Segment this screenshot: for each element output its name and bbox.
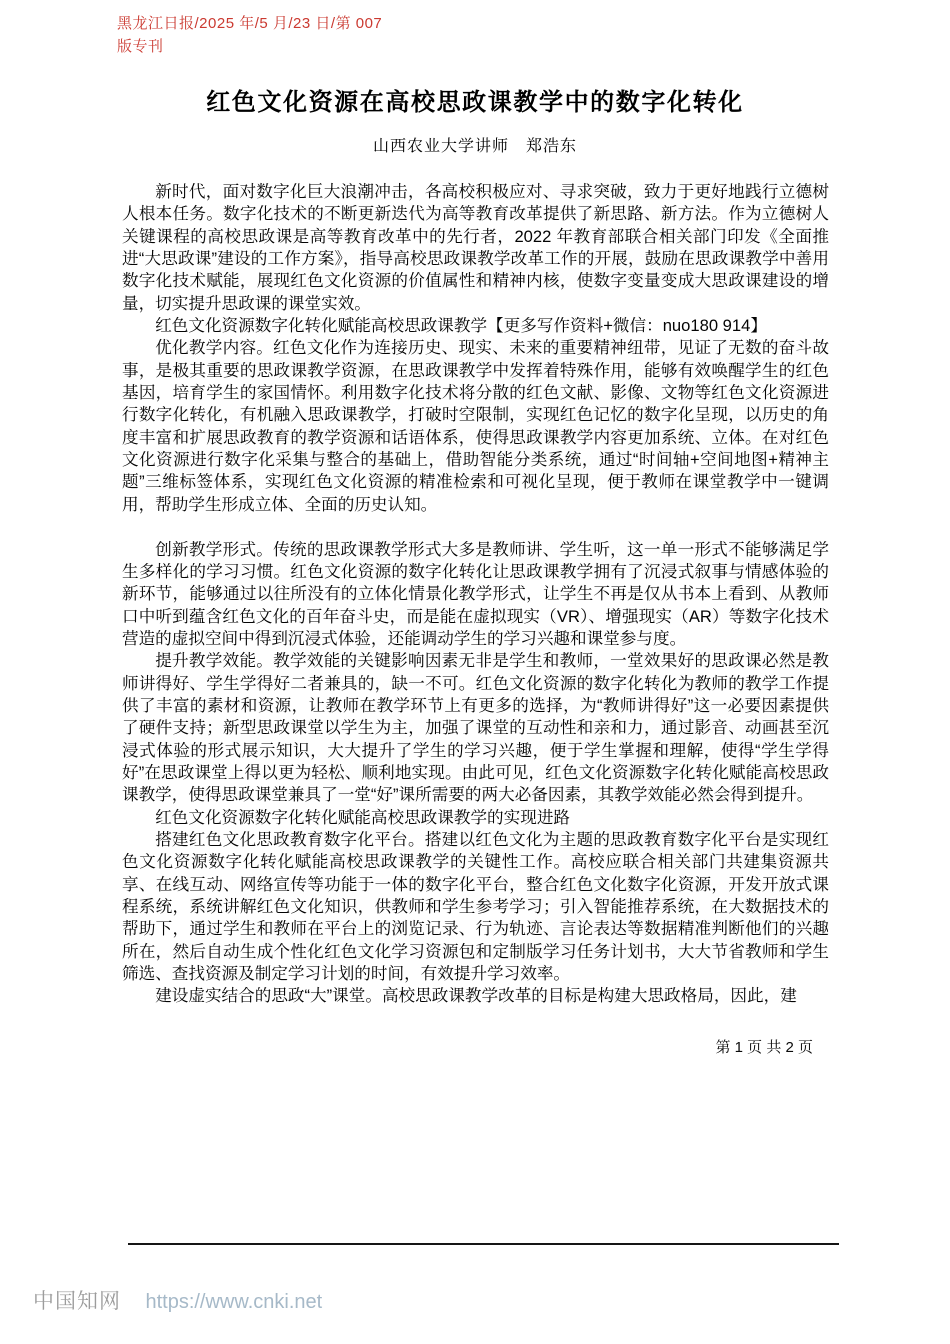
source-header [117,12,382,58]
article-title: 红色文化资源在高校思政课教学中的数字化转化 [206,89,744,116]
source-header-line-1: 黑龙江日报/2025 年/5 月/23 日/第 007 [117,15,383,32]
source-header-line-2: 版专刊 [117,38,164,55]
cnki-url-link[interactable]: https://www.cnki.net [145,1291,323,1313]
article-paragraph: 红色文化资源数字化转化赋能高校思政课教学的实现进路 [155,807,571,827]
article-byline: 山西农业大学讲师 郑浩东 [372,138,577,155]
article-paragraph: 创新教学形式。传统的思政课教学形式大多是教师讲、学生听，这一单一形式不能够满足学生多样化的学习习惯。红色文化资源的数字化转化让思政课教学拥有了沉浸式叙事与情感体验的新环节，能够通过以往所没有的立体化情景化教学形式，让学生不再是仅从书本上看到、从教师口中听到蕴含红色文化的百年奋斗史，而是能在虚拟现实（VR）、增强现实（AR）等数字化技术营造的虚拟空间中得到沉浸式体验，还能调动学生的学习兴趣和课堂参与度。 [122,539,829,648]
article-paragraph: 提升教学效能。教学效能的关键影响因素无非是学生和教师，一堂效果好的思政课必然是教师讲得好、学生学得好二者兼具的，缺一不可。红色文化资源的数字化转化为教师的教学工作提供了丰富的素材和资源，让教师在教学环节上有更多的选择，为“教师讲得好”这一必要因素提供了硬件支持；新型思政课堂以学生为主，加强了课堂的互动性和亲和力，通过影音、动画甚至沉浸式体验的形式展示知识，大大提升了学生的学习兴趣，便于学生掌握和理解，使得“学生学得好”在思政课堂上得以更为轻松、顺利地实现。由此可见，红色文化资源数字化转化赋能高校思政课教学，使得思政课堂兼具了一堂“好”课所需要的两大必备因素，其教学效能必然会得到提升。 [122,651,829,805]
article-paragraph: 新时代，面对数字化巨大浪潮冲击，各高校积极应对、寻求突破，致力于更好地践行立德树人根本任务。数字化技术的不断更新迭代为高等教育改革提供了新思路、新方法。作为立德树人关键课程的高校思政课是高等教育改革中的先行者，2022 年教育部联合相关部门印发《全面推进“大思政课”建设的工作方案》，指导高校思政课教学改革工作的开展，鼓励在思政课教学中善用数字化技术赋能，展现红色文化资源的价值属性和精神内核，使数字变量变成大思政课建设的增量，切实提升思政课的课堂实效。 [122,182,829,313]
article-paragraph: 建设虚实结合的思政“大”课堂。高校思政课教学改革的目标是构建大思政格局，因此，建 [155,986,797,1006]
cnki-brand-text: 中国知网 [33,1290,121,1313]
cnki-watermark [33,1285,322,1315]
article-paragraph: 红色文化资源数字化转化赋能高校思政课教学【更多写作资料+微信：nuo180 914】 [155,316,767,336]
article-body [122,181,829,1008]
article-paragraph: 优化教学内容。红色文化作为连接历史、现实、未来的重要精神纽带，见证了无数的奋斗故事，是极其重要的思政课教学资源，在思政课教学中发挥着特殊作用，能够有效唤醒学生的红色基因，培育学生的家国情怀。利用数字化技术将分散的红色文献、影像、文物等红色文化资源进行数字化转化，有机融入思政课教学，打破时空限制，实现红色记忆的数字化呈现，以历史的角度丰富和扩展思政教育的教学资源和话语体系，使得思政课教学内容更加系统、立体。在对红色文化资源进行数字化采集与整合的基础上，借助智能分类系统，通过“时间轴+空间地图+精神主题”三维标签体系，实现红色文化资源的精准检索和可视化呈现，便于教师在课堂教学中一键调用，帮助学生形成立体、全面的历史认知。 [122,338,829,514]
article-paragraph: 搭建红色文化思政教育数字化平台。搭建以红色文化为主题的思政教育数字化平台是实现红色文化资源数字化转化赋能高校思政课教学的关键性工作。高校应联合相关部门共建集资源共享、在线互动、网络宣传等功能于一体的数字化平台，整合红色文化数字化资源，开发开放式课程系统，系统讲解红色文化知识，供教师和学生参考学习；引入智能推荐系统，在大数据技术的帮助下，通过学生和教师在平台上的浏览记录、行为轨迹、言论表达等数据精准判断他们的兴趣所在，然后自动生成个性化红色文化学习资源包和定制版学习任务计划书，大大节省教师和学生筛选、查找资源及制定学习计划的时间，有效提升学习效率。 [122,829,829,984]
page-number-indicator: 第 1 页 共 2 页 [715,1039,813,1056]
footer-divider [128,1243,839,1245]
